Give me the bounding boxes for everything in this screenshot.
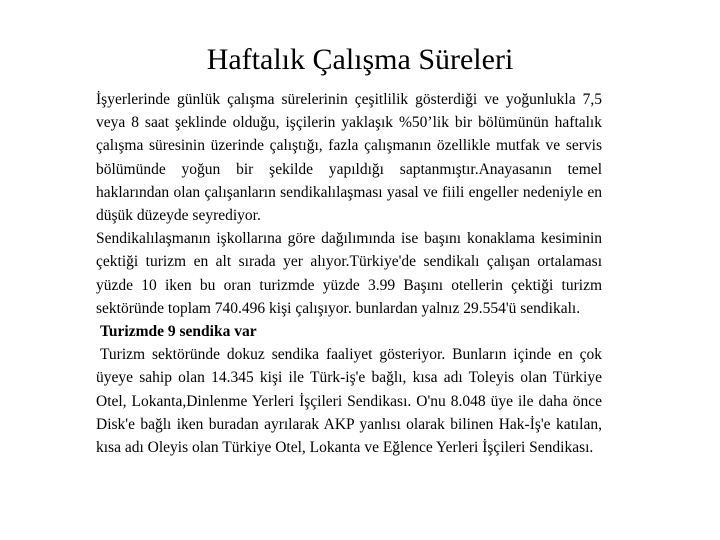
paragraph-tourism-unions: Turizm sektöründe dokuz sendika faaliyet gösteriyor. Bunların içinde en çok üyeye sahip olan 14.345 kişi ile Türk-iş'e bağlı, kısa adı Toleyis olan Türkiye Otel, Lokanta,Dinlenme Yerleri İşçileri Sendikası. O'nu 8.048 üye ile daha önce Disk'e bağlı iken buradan ayrılarak AKP yanlısı olarak bilinen Hak-İş'e katılan, kısa adı Oleyis olan Türkiye Otel, Lokanta ve Eğlence Yerleri İşçileri Sendikası. <box>96 346 602 457</box>
paragraph-working-hours: İşyerlerinde günlük çalışma sürelerinin çeşitlilik gösterdiği ve yoğunlukla 7,5 veya 8 saat şeklinde olduğu, işçilerin yaklaşık %50’lik bir bölümünün haftalık çalışma süresinin üzerinde çalıştığı, fazla çalışmanın özellikle mutfak ve servis bölümünde yoğun bir şekilde yapıldığı saptanmıştır.Anayasanın temel haklarından olan çalışanların sendikalılaşması yasal ve fiili engeller nedeniyle en düşük düzeyde seyrediyor. <box>96 91 602 225</box>
slide-title: Haftalık Çalışma Süreleri <box>206 43 514 76</box>
slide-body <box>96 88 602 459</box>
subheading-unions: Turizmde 9 sendika var <box>100 323 257 341</box>
paragraph-unionization: Sendikalılaşmanın işkollarına göre dağılımında ise başını konaklama kesiminin çektiği turizm en alt sırada yer alıyor.Türkiye'de sendikalı çalışan ortalaması yüzde 10 iken bu oran turizmde yüzde 3.99 Başını otellerin çektiği turizm sektöründe toplam 740.496 kişi çalışıyor. bunlardan yalnız 29.554'ü sendikalı. <box>96 230 602 317</box>
